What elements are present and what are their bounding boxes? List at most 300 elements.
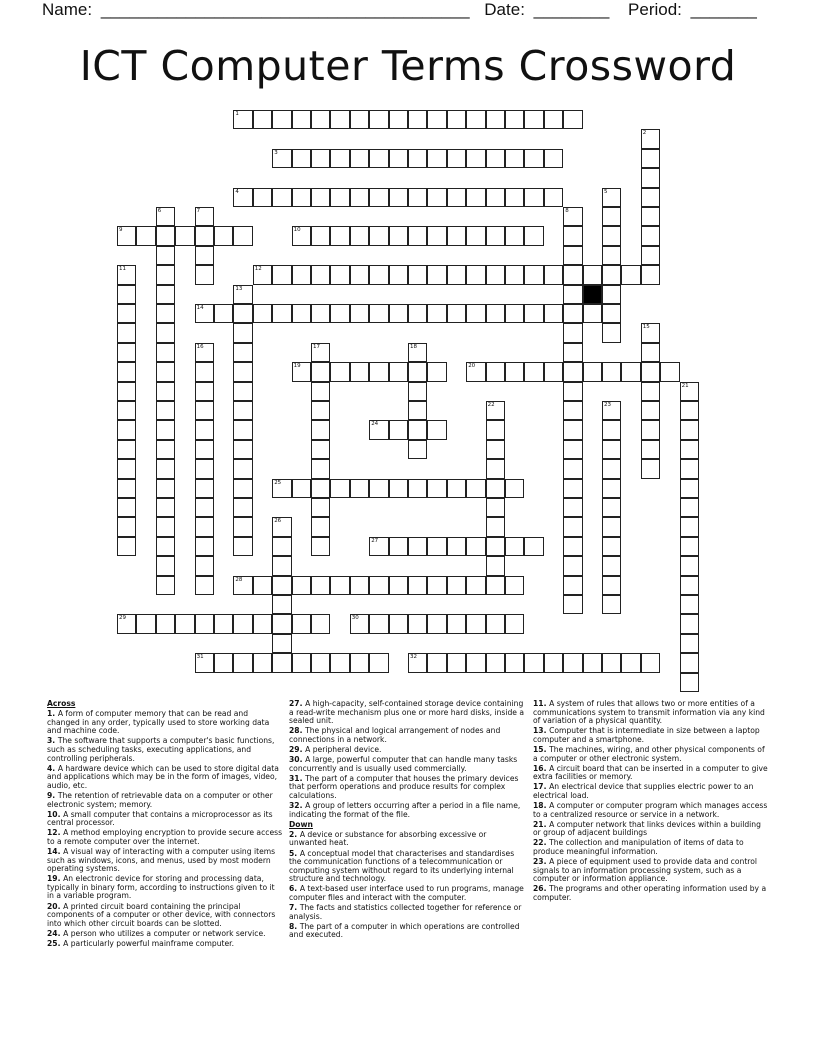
grid-cell[interactable] <box>195 343 214 362</box>
grid-cell[interactable] <box>563 323 582 342</box>
grid-cell[interactable] <box>486 226 505 245</box>
grid-cell[interactable] <box>680 653 699 672</box>
grid-cell[interactable] <box>466 188 485 207</box>
grid-cell[interactable] <box>427 653 446 672</box>
grid-cell[interactable] <box>563 226 582 245</box>
grid-cell[interactable] <box>117 498 136 517</box>
grid-cell[interactable] <box>156 420 175 439</box>
grid-cell[interactable] <box>292 265 311 284</box>
grid-cell[interactable] <box>641 149 660 168</box>
grid-cell[interactable] <box>369 110 388 129</box>
grid-cell[interactable] <box>466 110 485 129</box>
grid-cell[interactable] <box>680 479 699 498</box>
grid-cell[interactable] <box>233 362 252 381</box>
grid-cell[interactable] <box>408 440 427 459</box>
grid-cell[interactable] <box>447 576 466 595</box>
grid-cell[interactable] <box>680 401 699 420</box>
grid-cell[interactable] <box>524 265 543 284</box>
grid-cell[interactable] <box>175 614 194 633</box>
grid-cell[interactable] <box>195 207 214 226</box>
grid-cell[interactable] <box>602 459 621 478</box>
grid-cell[interactable] <box>195 362 214 381</box>
grid-cell[interactable] <box>486 420 505 439</box>
grid-cell[interactable] <box>544 149 563 168</box>
grid-cell[interactable] <box>369 576 388 595</box>
grid-cell[interactable] <box>311 382 330 401</box>
grid-cell[interactable] <box>369 479 388 498</box>
grid-cell[interactable] <box>214 614 233 633</box>
grid-cell[interactable] <box>563 479 582 498</box>
grid-cell[interactable] <box>641 362 660 381</box>
grid-cell[interactable] <box>563 576 582 595</box>
grid-cell[interactable] <box>563 595 582 614</box>
grid-cell[interactable] <box>486 110 505 129</box>
grid-cell[interactable] <box>195 265 214 284</box>
grid-cell[interactable] <box>233 304 252 323</box>
grid-cell[interactable] <box>602 323 621 342</box>
grid-cell[interactable] <box>292 188 311 207</box>
grid-cell[interactable] <box>602 420 621 439</box>
grid-cell[interactable] <box>524 110 543 129</box>
grid-cell[interactable] <box>117 537 136 556</box>
grid-cell[interactable] <box>427 537 446 556</box>
grid-cell[interactable] <box>544 362 563 381</box>
grid-cell[interactable] <box>214 226 233 245</box>
grid-cell[interactable] <box>641 246 660 265</box>
name-field[interactable]: _______________________________________ <box>100 0 470 19</box>
grid-cell[interactable] <box>389 304 408 323</box>
grid-cell[interactable] <box>350 265 369 284</box>
grid-cell[interactable] <box>486 614 505 633</box>
date-field[interactable]: ________ <box>533 0 610 19</box>
grid-cell[interactable] <box>505 110 524 129</box>
grid-cell[interactable] <box>408 226 427 245</box>
grid-cell[interactable] <box>602 285 621 304</box>
grid-cell[interactable] <box>602 537 621 556</box>
grid-cell[interactable] <box>350 188 369 207</box>
grid-cell[interactable] <box>311 343 330 362</box>
grid-cell[interactable] <box>330 226 349 245</box>
grid-cell[interactable] <box>292 479 311 498</box>
grid-cell[interactable] <box>408 576 427 595</box>
grid-cell[interactable] <box>369 420 388 439</box>
grid-cell[interactable] <box>311 576 330 595</box>
grid-cell[interactable] <box>563 537 582 556</box>
grid-cell[interactable] <box>253 188 272 207</box>
grid-cell[interactable] <box>156 304 175 323</box>
grid-cell[interactable] <box>156 226 175 245</box>
grid-cell[interactable] <box>680 537 699 556</box>
grid-cell[interactable] <box>272 595 291 614</box>
grid-cell[interactable] <box>408 304 427 323</box>
grid-cell[interactable] <box>602 188 621 207</box>
grid-cell[interactable] <box>330 149 349 168</box>
grid-cell[interactable] <box>408 265 427 284</box>
grid-cell[interactable] <box>447 614 466 633</box>
grid-cell[interactable] <box>680 382 699 401</box>
grid-cell[interactable] <box>156 401 175 420</box>
grid-cell[interactable] <box>447 226 466 245</box>
grid-cell[interactable] <box>447 149 466 168</box>
grid-cell[interactable] <box>427 479 446 498</box>
grid-cell[interactable] <box>486 440 505 459</box>
grid-cell[interactable] <box>272 556 291 575</box>
grid-cell[interactable] <box>660 362 679 381</box>
grid-cell[interactable] <box>427 576 446 595</box>
grid-cell[interactable] <box>486 304 505 323</box>
grid-cell[interactable] <box>408 362 427 381</box>
grid-cell[interactable] <box>330 653 349 672</box>
grid-cell[interactable] <box>311 517 330 536</box>
grid-cell[interactable] <box>408 420 427 439</box>
grid-cell[interactable] <box>602 207 621 226</box>
grid-cell[interactable] <box>117 304 136 323</box>
grid-cell[interactable] <box>563 498 582 517</box>
grid-cell[interactable] <box>602 440 621 459</box>
grid-cell[interactable] <box>524 188 543 207</box>
grid-cell[interactable] <box>330 479 349 498</box>
grid-cell[interactable] <box>505 149 524 168</box>
grid-cell[interactable] <box>563 304 582 323</box>
grid-cell[interactable] <box>583 304 602 323</box>
grid-cell[interactable] <box>369 653 388 672</box>
grid-cell[interactable] <box>427 110 446 129</box>
grid-cell[interactable] <box>563 382 582 401</box>
grid-cell[interactable] <box>369 226 388 245</box>
grid-cell[interactable] <box>195 420 214 439</box>
grid-cell[interactable] <box>544 265 563 284</box>
grid-cell[interactable] <box>117 265 136 284</box>
grid-cell[interactable] <box>117 323 136 342</box>
grid-cell[interactable] <box>350 149 369 168</box>
grid-cell[interactable] <box>447 479 466 498</box>
grid-cell[interactable] <box>156 285 175 304</box>
grid-cell[interactable] <box>214 653 233 672</box>
grid-cell[interactable] <box>408 149 427 168</box>
grid-cell[interactable] <box>583 265 602 284</box>
grid-cell[interactable] <box>680 556 699 575</box>
grid-cell[interactable] <box>311 440 330 459</box>
grid-cell[interactable] <box>233 479 252 498</box>
grid-cell[interactable] <box>195 382 214 401</box>
grid-cell[interactable] <box>272 517 291 536</box>
grid-cell[interactable] <box>156 459 175 478</box>
grid-cell[interactable] <box>311 149 330 168</box>
grid-cell[interactable] <box>156 498 175 517</box>
grid-cell[interactable] <box>427 614 446 633</box>
grid-cell[interactable] <box>486 517 505 536</box>
grid-cell[interactable] <box>233 614 252 633</box>
grid-cell[interactable] <box>563 207 582 226</box>
grid-cell[interactable] <box>427 226 446 245</box>
grid-cell[interactable] <box>602 304 621 323</box>
grid-cell[interactable] <box>505 576 524 595</box>
grid-cell[interactable] <box>156 517 175 536</box>
grid-cell[interactable] <box>486 362 505 381</box>
grid-cell[interactable] <box>292 149 311 168</box>
grid-cell[interactable] <box>330 110 349 129</box>
grid-cell[interactable] <box>253 110 272 129</box>
grid-cell[interactable] <box>214 304 233 323</box>
grid-cell[interactable] <box>272 265 291 284</box>
grid-cell[interactable] <box>602 517 621 536</box>
grid-cell[interactable] <box>680 420 699 439</box>
grid-cell[interactable] <box>233 343 252 362</box>
grid-cell[interactable] <box>292 614 311 633</box>
grid-cell[interactable] <box>641 188 660 207</box>
grid-cell[interactable] <box>447 653 466 672</box>
grid-cell[interactable] <box>544 653 563 672</box>
grid-cell[interactable] <box>524 537 543 556</box>
grid-cell[interactable] <box>466 576 485 595</box>
grid-cell[interactable] <box>505 226 524 245</box>
grid-cell[interactable] <box>602 362 621 381</box>
grid-cell[interactable] <box>369 149 388 168</box>
grid-cell[interactable] <box>408 382 427 401</box>
grid-cell[interactable] <box>680 459 699 478</box>
grid-cell[interactable] <box>311 459 330 478</box>
grid-cell[interactable] <box>486 479 505 498</box>
grid-cell[interactable] <box>389 576 408 595</box>
grid-cell[interactable] <box>427 362 446 381</box>
grid-cell[interactable] <box>641 382 660 401</box>
grid-cell[interactable] <box>389 110 408 129</box>
grid-cell[interactable] <box>156 479 175 498</box>
grid-cell[interactable] <box>680 517 699 536</box>
grid-cell[interactable] <box>524 149 543 168</box>
grid-cell[interactable] <box>156 614 175 633</box>
grid-cell[interactable] <box>117 459 136 478</box>
grid-cell[interactable] <box>621 362 640 381</box>
grid-cell[interactable] <box>641 226 660 245</box>
grid-cell[interactable] <box>156 362 175 381</box>
grid-cell[interactable] <box>563 420 582 439</box>
grid-cell[interactable] <box>330 188 349 207</box>
grid-cell[interactable] <box>486 556 505 575</box>
grid-cell[interactable] <box>311 537 330 556</box>
grid-cell[interactable] <box>272 576 291 595</box>
grid-cell[interactable] <box>389 479 408 498</box>
grid-cell[interactable] <box>466 653 485 672</box>
grid-cell[interactable] <box>602 556 621 575</box>
grid-cell[interactable] <box>408 537 427 556</box>
grid-cell[interactable] <box>408 653 427 672</box>
grid-cell[interactable] <box>583 362 602 381</box>
grid-cell[interactable] <box>408 401 427 420</box>
grid-cell[interactable] <box>369 537 388 556</box>
grid-cell[interactable] <box>389 420 408 439</box>
grid-cell[interactable] <box>408 188 427 207</box>
grid-cell[interactable] <box>272 653 291 672</box>
grid-cell[interactable] <box>447 537 466 556</box>
grid-cell[interactable] <box>330 362 349 381</box>
grid-cell[interactable] <box>272 479 291 498</box>
grid-cell[interactable] <box>563 265 582 284</box>
grid-cell[interactable] <box>641 401 660 420</box>
grid-cell[interactable] <box>544 304 563 323</box>
grid-cell[interactable] <box>641 343 660 362</box>
grid-cell[interactable] <box>233 440 252 459</box>
grid-cell[interactable] <box>117 614 136 633</box>
grid-cell[interactable] <box>486 265 505 284</box>
grid-cell[interactable] <box>195 226 214 245</box>
grid-cell[interactable] <box>272 304 291 323</box>
grid-cell[interactable] <box>486 653 505 672</box>
grid-cell[interactable] <box>563 459 582 478</box>
grid-cell[interactable] <box>680 595 699 614</box>
grid-cell[interactable] <box>427 149 446 168</box>
grid-cell[interactable] <box>466 304 485 323</box>
grid-cell[interactable] <box>233 226 252 245</box>
grid-cell[interactable] <box>117 401 136 420</box>
grid-cell[interactable] <box>466 479 485 498</box>
grid-cell[interactable] <box>641 459 660 478</box>
grid-cell[interactable] <box>641 207 660 226</box>
grid-cell[interactable] <box>524 304 543 323</box>
grid-cell[interactable] <box>486 188 505 207</box>
period-field[interactable]: _______ <box>690 0 757 19</box>
grid-cell[interactable] <box>330 265 349 284</box>
grid-cell[interactable] <box>641 129 660 148</box>
grid-cell[interactable] <box>195 576 214 595</box>
grid-cell[interactable] <box>486 459 505 478</box>
grid-cell[interactable] <box>233 382 252 401</box>
grid-cell[interactable] <box>621 265 640 284</box>
grid-cell[interactable] <box>156 265 175 284</box>
grid-cell[interactable] <box>350 653 369 672</box>
grid-cell[interactable] <box>389 265 408 284</box>
grid-cell[interactable] <box>233 323 252 342</box>
grid-cell[interactable] <box>175 226 194 245</box>
grid-cell[interactable] <box>292 226 311 245</box>
grid-cell[interactable] <box>253 576 272 595</box>
grid-cell[interactable] <box>408 110 427 129</box>
grid-cell[interactable] <box>156 537 175 556</box>
grid-cell[interactable] <box>272 614 291 633</box>
grid-cell[interactable] <box>117 362 136 381</box>
grid-cell[interactable] <box>195 537 214 556</box>
grid-cell[interactable] <box>544 110 563 129</box>
grid-cell[interactable] <box>311 498 330 517</box>
grid-cell[interactable] <box>447 265 466 284</box>
grid-cell[interactable] <box>156 440 175 459</box>
grid-cell[interactable] <box>602 576 621 595</box>
grid-cell[interactable] <box>505 265 524 284</box>
grid-cell[interactable] <box>563 440 582 459</box>
grid-cell[interactable] <box>350 110 369 129</box>
grid-cell[interactable] <box>253 304 272 323</box>
grid-cell[interactable] <box>117 517 136 536</box>
grid-cell[interactable] <box>641 653 660 672</box>
grid-cell[interactable] <box>136 614 155 633</box>
grid-cell[interactable] <box>195 517 214 536</box>
grid-cell[interactable] <box>486 149 505 168</box>
grid-cell[interactable] <box>389 614 408 633</box>
grid-cell[interactable] <box>505 304 524 323</box>
grid-cell[interactable] <box>350 304 369 323</box>
grid-cell[interactable] <box>195 304 214 323</box>
grid-cell[interactable] <box>233 498 252 517</box>
grid-cell[interactable] <box>117 226 136 245</box>
grid-cell[interactable] <box>466 537 485 556</box>
grid-cell[interactable] <box>466 265 485 284</box>
grid-cell[interactable] <box>602 653 621 672</box>
grid-cell[interactable] <box>233 285 252 304</box>
grid-cell[interactable] <box>233 188 252 207</box>
grid-cell[interactable] <box>641 168 660 187</box>
grid-cell[interactable] <box>369 265 388 284</box>
grid-cell[interactable] <box>272 110 291 129</box>
grid-cell[interactable] <box>195 401 214 420</box>
grid-cell[interactable] <box>292 110 311 129</box>
grid-cell[interactable] <box>272 634 291 653</box>
grid-cell[interactable] <box>447 110 466 129</box>
grid-cell[interactable] <box>641 323 660 342</box>
grid-cell[interactable] <box>350 614 369 633</box>
grid-cell[interactable] <box>253 614 272 633</box>
grid-cell[interactable] <box>389 188 408 207</box>
grid-cell[interactable] <box>117 285 136 304</box>
grid-cell[interactable] <box>311 304 330 323</box>
grid-cell[interactable] <box>350 226 369 245</box>
grid-cell[interactable] <box>680 673 699 692</box>
grid-cell[interactable] <box>583 653 602 672</box>
grid-cell[interactable] <box>563 362 582 381</box>
grid-cell[interactable] <box>563 401 582 420</box>
grid-cell[interactable] <box>505 362 524 381</box>
grid-cell[interactable] <box>311 420 330 439</box>
grid-cell[interactable] <box>427 265 446 284</box>
grid-cell[interactable] <box>466 226 485 245</box>
grid-cell[interactable] <box>350 479 369 498</box>
grid-cell[interactable] <box>311 362 330 381</box>
grid-cell[interactable] <box>233 653 252 672</box>
grid-cell[interactable] <box>505 614 524 633</box>
grid-cell[interactable] <box>195 459 214 478</box>
grid-cell[interactable] <box>311 401 330 420</box>
grid-cell[interactable] <box>641 420 660 439</box>
grid-cell[interactable] <box>466 614 485 633</box>
grid-cell[interactable] <box>136 226 155 245</box>
grid-cell[interactable] <box>311 110 330 129</box>
grid-cell[interactable] <box>117 343 136 362</box>
grid-cell[interactable] <box>156 343 175 362</box>
grid-cell[interactable] <box>427 188 446 207</box>
grid-cell[interactable] <box>311 653 330 672</box>
grid-cell[interactable] <box>466 362 485 381</box>
grid-cell[interactable] <box>156 382 175 401</box>
grid-cell[interactable] <box>486 537 505 556</box>
grid-cell[interactable] <box>369 614 388 633</box>
grid-cell[interactable] <box>292 362 311 381</box>
grid-cell[interactable] <box>389 537 408 556</box>
grid-cell[interactable] <box>486 401 505 420</box>
grid-cell[interactable] <box>117 420 136 439</box>
grid-cell[interactable] <box>195 479 214 498</box>
grid-cell[interactable] <box>195 246 214 265</box>
grid-cell[interactable] <box>680 576 699 595</box>
grid-cell[interactable] <box>544 188 563 207</box>
grid-cell[interactable] <box>505 537 524 556</box>
grid-cell[interactable] <box>680 440 699 459</box>
grid-cell[interactable] <box>408 614 427 633</box>
grid-cell[interactable] <box>524 362 543 381</box>
grid-cell[interactable] <box>311 226 330 245</box>
grid-cell[interactable] <box>330 304 349 323</box>
grid-cell[interactable] <box>602 479 621 498</box>
grid-cell[interactable] <box>195 653 214 672</box>
grid-cell[interactable] <box>680 634 699 653</box>
